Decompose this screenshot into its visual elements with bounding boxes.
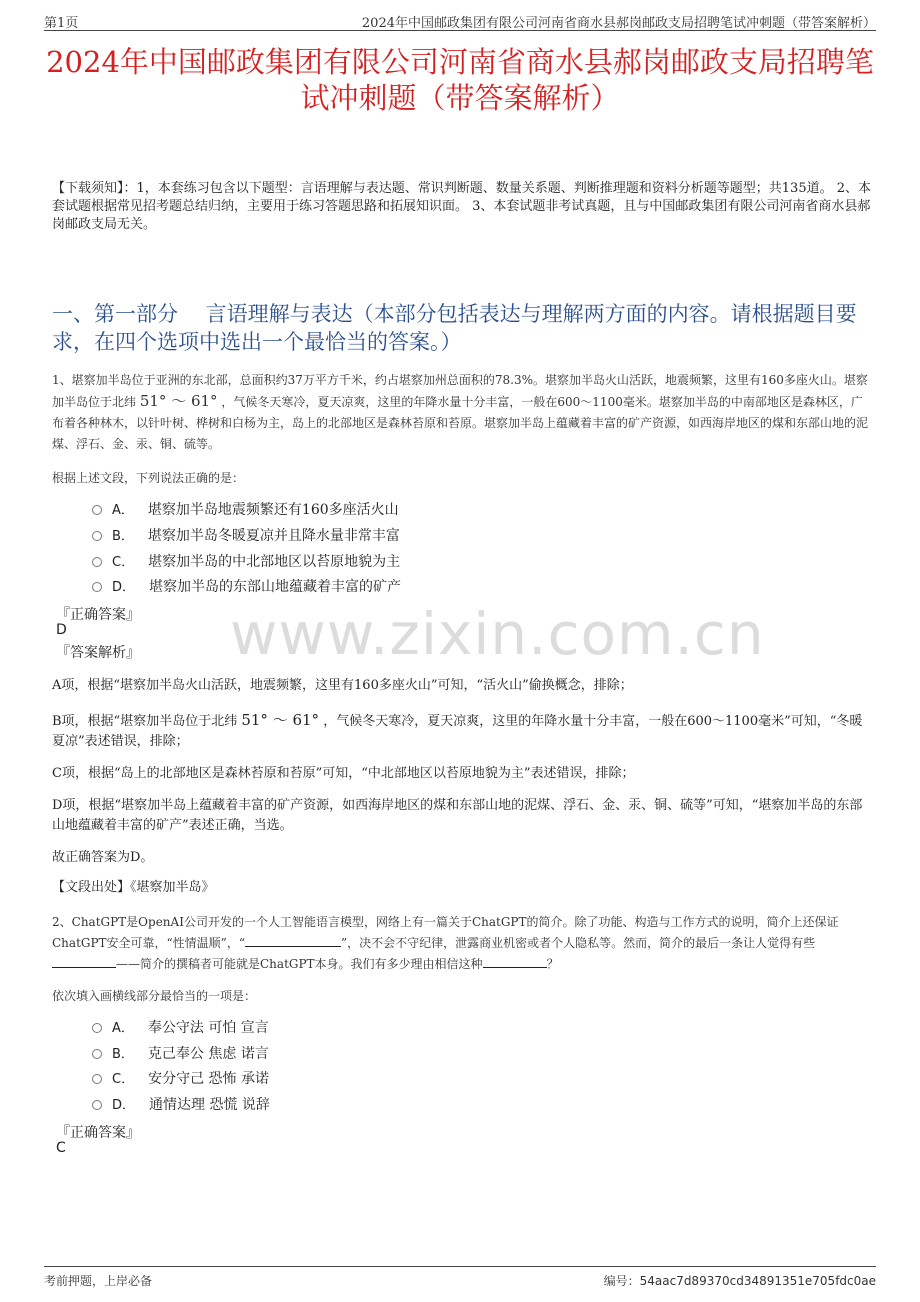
footer-code: 编号：54aac7d89370cd34891351e705fdc0ae bbox=[603, 1274, 876, 1288]
document-title: 2024年中国邮政集团有限公司河南省商水县郝岗邮政支局招聘笔试冲刺题（带答案解析） bbox=[46, 45, 874, 115]
q1-analysis-label: 『答案解析』 bbox=[56, 645, 140, 661]
radio-icon[interactable] bbox=[92, 1074, 102, 1084]
fill-blank-3[interactable] bbox=[483, 955, 547, 968]
q1-option-c[interactable]: C． 堪察加半岛的中北部地区以苔原地貌为主 bbox=[92, 552, 400, 573]
q1-analysis-a: A项，根据“堪察加半岛火山活跃，地震频繁，这里有160多座火山”可知，“活火山”偷换概念，排除； bbox=[52, 678, 633, 693]
q2-answer: C bbox=[56, 1140, 66, 1156]
fill-blank-2[interactable] bbox=[52, 955, 116, 968]
q1-option-a[interactable]: A． 堪察加半岛地震频繁还有160多座活火山 bbox=[92, 500, 399, 521]
radio-icon[interactable] bbox=[92, 531, 102, 541]
q1-answer-label: 『正确答案』 bbox=[56, 607, 140, 623]
q1-analysis-d: D项，根据“堪察加半岛上蕴藏着丰富的矿产资源，如西海岸地区的煤和东部山地的泥煤、浮石、金、汞、铜、硫等”可知，“堪察加半岛的东部山地蕴藏着丰富的矿产”表述正确，当选。 bbox=[52, 798, 863, 833]
q1-source: 【文段出处】《堪察加半岛》 bbox=[52, 880, 215, 895]
q1-option-b[interactable]: B． 堪察加半岛冬暖夏凉并且降水量非常丰富 bbox=[92, 526, 400, 547]
radio-icon[interactable] bbox=[92, 505, 102, 515]
q1-analysis-math: 51° ～ 61° bbox=[241, 711, 320, 729]
page-number: 第1页 bbox=[44, 16, 79, 31]
q1-text-b: ，气候冬天寒冷，夏天凉爽，这里的年降水量十分丰富，一般在600～1100毫米。堪察加半岛的中南部地区是森林区，广布着各种林木，以针叶树、桦树和白杨为主，岛上的北部地区是森林苔原和苔原。堪察加半岛上蕴藏着丰富的矿产资源，如西海岸地区的煤和东部山地的泥煤、浮石、金、汞、铜、硫等。 bbox=[52, 395, 869, 451]
q1-option-d[interactable]: D． 堪察加半岛的东部山地蕴藏着丰富的矿产 bbox=[92, 577, 401, 598]
download-notice: 【下载须知】：1，本套练习包含以下题型：言语理解与表达题、常识判断题、数量关系题、判断推理题和资料分析题等题型；共135道。 2、本套试题根据常见招考题总结归纳，主要用于练习答题思路和拓展知识面。 3、本套试题非考试真题，且与中国邮政集团有限公司河南省商水县郝岗邮政支局无关。 bbox=[52, 181, 871, 232]
q2-option-b[interactable]: B． 克己奉公 焦虑 诺言 bbox=[92, 1044, 269, 1065]
radio-icon[interactable] bbox=[92, 1049, 102, 1059]
q1-latitude-math: 51° ～ 61° bbox=[139, 392, 218, 410]
question-1-passage bbox=[52, 370, 872, 455]
radio-icon[interactable] bbox=[92, 582, 102, 592]
radio-icon[interactable] bbox=[92, 1023, 102, 1033]
q1-analysis-b: B项，根据“堪察加半岛位于北纬 51° ～ 61° ，气候冬天寒冷，夏天凉爽，这里的年降水量十分丰富，一般在600～1100毫米”可知，“冬暖夏凉”表述错误，排除； bbox=[52, 711, 863, 749]
q1-analysis-c: C项，根据“岛上的北部地区是森林苔原和苔原”可知，“中北部地区以苔原地貌为主”表述错误，排除； bbox=[52, 766, 635, 781]
q1-answer: D bbox=[56, 622, 67, 638]
page-header bbox=[44, 10, 876, 31]
page-footer bbox=[44, 1266, 876, 1291]
q1-text-a: 1、堪察加半岛位于亚洲的东北部，总面积约37万平方千米，约占堪察加州总面积的78.3%。堪察加半岛火山活跃，地震频繁，这里有160多座火山。堪察加半岛位于北纬 bbox=[52, 373, 868, 409]
q1-conclusion: 故正确答案为D。 bbox=[52, 850, 154, 865]
q2-option-a[interactable]: A． 奉公守法 可怕 宣言 bbox=[92, 1018, 269, 1039]
fill-blank-1[interactable] bbox=[245, 934, 341, 947]
watermark: www.zixin.com.cn bbox=[230, 600, 765, 668]
section-title: 一、第一部分 言语理解与表达（本部分包括表达与理解两方面的内容。请根据题目要求，在四个选项中选出一个最恰当的答案。） bbox=[52, 302, 857, 354]
footer-slogan: 考前押题，上岸必备 bbox=[44, 1274, 153, 1288]
radio-icon[interactable] bbox=[92, 557, 102, 567]
q2-prompt: 依次填入画横线部分最恰当的一项是： bbox=[52, 989, 257, 1003]
q2-answer-label: 『正确答案』 bbox=[56, 1125, 140, 1141]
q2-option-c[interactable]: C． 安分守己 恐怖 承诺 bbox=[92, 1069, 269, 1090]
question-2-passage: 2、ChatGPT是OpenAI公司开发的一个人工智能语言模型，网络上有一篇关于ChatGPT的简介。除了功能、构造与工作方式的说明，简介上还保证ChatGPT安全可靠，“性情温顺”，“ ”，决不会不守纪律，泄露商业机密或者个人隐私等。然而，简介的最后一条让人觉得有些——简介的撰稿者可能就是ChatGPT本身。我们有多少理由相信这种 ？ bbox=[52, 915, 839, 971]
header-doc-title: 2024年中国邮政集团有限公司河南省商水县郝岗邮政支局招聘笔试冲刺题（带答案解析） bbox=[361, 16, 876, 31]
q1-prompt: 根据上述文段，下列说法正确的是： bbox=[52, 471, 245, 485]
radio-icon[interactable] bbox=[92, 1100, 102, 1110]
q2-option-d[interactable]: D． 通情达理 恐慌 说辞 bbox=[92, 1095, 270, 1116]
